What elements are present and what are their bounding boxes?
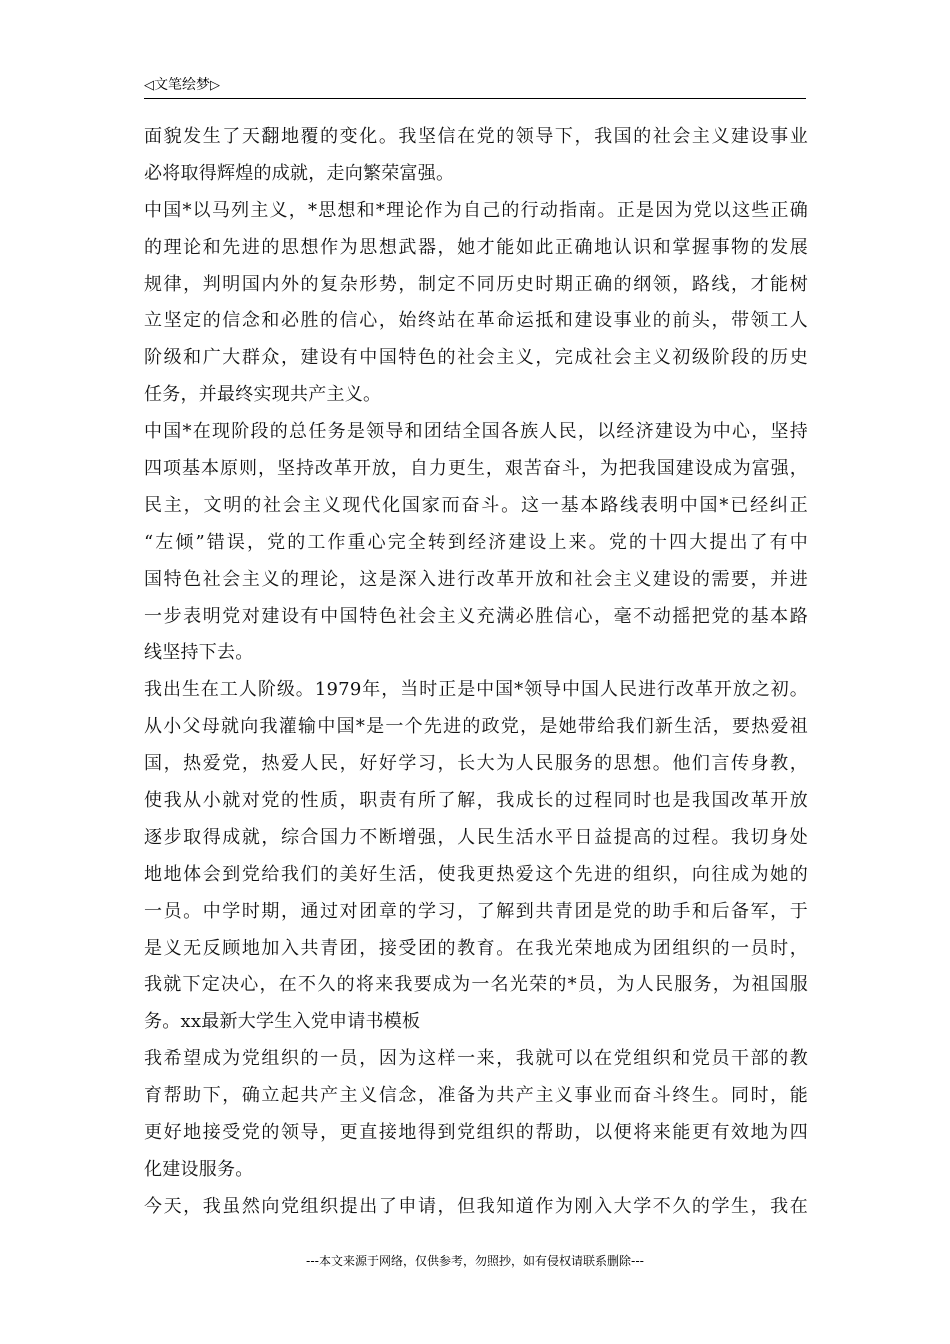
text-line: 今天，我虽然向党组织提出了申请，但我知道作为刚入大学不久的学生，我在 — [144, 1195, 808, 1217]
text-line: 立坚定的信念和必胜的信心，始终站在革命运抵和建设事业的前头，带领工人 — [144, 310, 808, 332]
text-line: 国，热爱党，热爱人民，好好学习，长大为人民服务的思想。他们言传身教， — [144, 753, 808, 775]
text-line: 逐步取得成就，综合国力不断增强，人民生活水平日益提高的过程。我切身处 — [144, 826, 808, 848]
text-line: 面貌发生了天翻地覆的变化。我坚信在党的领导下，我国的社会主义建设事业 — [144, 126, 808, 147]
text-line: 我就下定决心，在不久的将来我要成为一名光荣的*员，为人民服务，为祖国服 — [144, 974, 808, 996]
text-line: 是义无反顾地加入共青团，接受团的教育。在我光荣地成为团组织的一员时， — [144, 937, 808, 959]
text-line: 民主，文明的社会主义现代化国家而奋斗。这一基本路线表明中国*已经纠正 — [144, 494, 808, 516]
text-line: 中国*在现阶段的总任务是领导和团结全国各族人民，以经济建设为中心，坚持 — [144, 421, 808, 443]
text-line: 地地体会到党给我们的美好生活，使我更热爱这个先进的组织，向往成为她的 — [144, 863, 808, 885]
text-line: “左倾”错误，党的工作重心完全转到经济建设上来。党的十四大提出了有中 — [144, 531, 808, 553]
text-line: 中国*以马列主义，*思想和*理论作为自己的行动指南。正是因为党以这些正确 — [144, 199, 808, 221]
text-line: 一步表明党对建设有中国特色社会主义充满必胜信心，毫不动摇把党的基本路 — [144, 605, 808, 627]
page-header — [144, 74, 806, 99]
text-line: 化建设服务。 — [144, 1158, 254, 1180]
document-body — [144, 119, 808, 1226]
text-line: 国特色社会主义的理论，这是深入进行改革开放和社会主义建设的需要，并进 — [144, 568, 808, 590]
text-line: 我希望成为党组织的一员，因为这样一来，我就可以在党组织和党员干部的教 — [144, 1048, 808, 1070]
text-line: 阶级和广大群众，建设有中国特色的社会主义，完成社会主义初级阶段的历史 — [144, 347, 808, 369]
text-line: 一员。中学时期，通过对团章的学习，了解到共青团是党的助手和后备军，于 — [144, 900, 808, 922]
right-triangle-icon: ▷ — [210, 78, 220, 93]
text-line: 必将取得辉煌的成就，走向繁荣富强。 — [144, 162, 455, 184]
text-line: 规律，判明国内外的复杂形势，制定不同历史时期正确的纲领，路线，才能树 — [144, 273, 808, 295]
text-line: 从小父母就向我灌输中国*是一个先进的政党，是她带给我们新生活，要热爱祖 — [144, 716, 808, 738]
text-line: 四项基本原则，坚持改革开放，自力更生，艰苦奋斗，为把我国建设成为富强， — [144, 458, 808, 480]
text-line: 育帮助下，确立起共产主义信念，准备为共产主义事业而奋斗终生。同时，能 — [144, 1085, 808, 1107]
text-line: 务。xx最新大学生入党申请书模板 — [144, 1011, 421, 1033]
left-triangle-icon: ◁ — [144, 78, 154, 93]
text-line: 使我从小就对党的性质，职责有所了解，我成长的过程同时也是我国改革开放 — [144, 790, 808, 812]
header-logo — [144, 76, 220, 95]
text-line: 的理论和先进的思想作为思想武器，她才能如此正确地认识和掌握事物的发展 — [144, 236, 808, 258]
text-line: 任务，并最终实现共产主义。 — [144, 384, 382, 406]
text-line: 我出生在工人阶级。1979年，当时正是中国*领导中国人民进行改革开放之初。 — [144, 679, 808, 701]
header-logo-text: 文笔绘梦 — [154, 77, 210, 93]
text-line: 更好地接受党的领导，更直接地得到党组织的帮助，以便将来能更有效地为四 — [144, 1122, 808, 1144]
page-footer: ---本文来源于网络，仅供参考，勿照抄，如有侵权请联系删除--- — [306, 1254, 644, 1268]
text-line: 线坚持下去。 — [144, 642, 254, 664]
